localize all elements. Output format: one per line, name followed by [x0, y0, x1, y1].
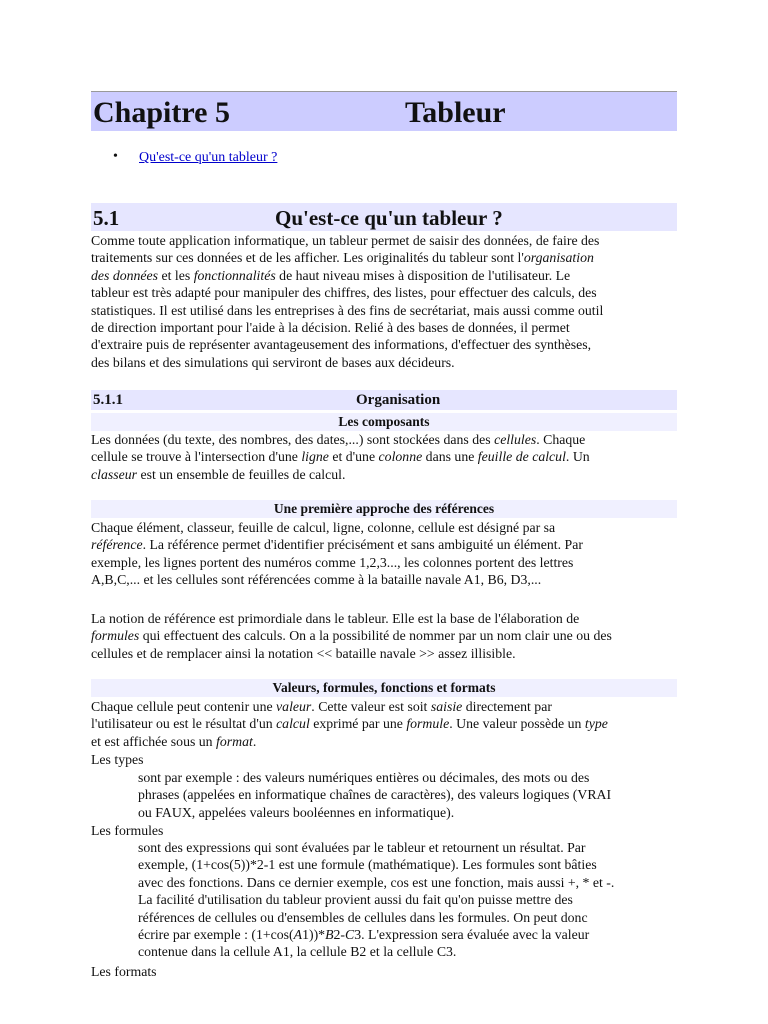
italic-term: ligne [301, 449, 329, 465]
text-line: La notion de référence est primordiale dans le tableur. Elle est la base de l'élaboration de [91, 611, 580, 626]
italic-term: formule [406, 716, 450, 732]
composants-paragraph [91, 431, 681, 483]
text-line: Les données (du texte, des nombres, des dates,...) sont stockées dans des cellules. Chaque [91, 432, 586, 447]
text-line: des données et les fonctionnalités de haut niveau mises à disposition de l'utilisateur. Le [91, 267, 571, 283]
intro-paragraph [91, 232, 681, 371]
text-line: et est affichée sous un format. [91, 733, 257, 749]
section-number: 5.1.1 [93, 392, 123, 408]
notion-paragraph [91, 610, 681, 662]
chapter-title: Tableur [405, 96, 506, 129]
text-line: classeur est un ensemble de feuilles de calcul. [91, 466, 346, 482]
text-line: références de cellules ou d'ensembles de cellules dans les formules. On peut donc [138, 909, 588, 925]
toc-link-quest-ce-quun-tableur[interactable]: Qu'est-ce qu'un tableur ? [139, 150, 278, 165]
section-heading-5-1-1 [91, 390, 677, 410]
text-line: contenue dans la cellule A1, la cellule B2 et la cellule C3. [138, 944, 457, 960]
italic-term: valeur [276, 699, 312, 714]
text-line: de direction important pour l'aide à la décision. Relié à des bases de données, il permet [91, 319, 570, 335]
chapter-heading [91, 91, 677, 131]
italic-term: des données [91, 267, 159, 283]
italic-term: référence [91, 537, 143, 553]
subheading-valeurs: Valeurs, formules, fonctions et formats [91, 679, 677, 697]
text-line: d'extraire puis de représenter avantageusement des informations, d'effectuer des synthèses, [91, 337, 592, 353]
text-line: phrases (appelées en informatique chaînes de caractères), des valeurs logiques (VRAI [138, 787, 612, 803]
italic-term: saisie [430, 699, 463, 714]
italic-term: type [584, 716, 608, 732]
term-types: Les types [91, 752, 144, 767]
text-line: sont des expressions qui sont évaluées par le tableur et retournent un résultat. Par [138, 840, 586, 855]
text-line: l'utilisateur ou est le résultat d'un calcul exprimé par une formule. Une valeur possède un type [91, 716, 608, 732]
term-formules: Les formules [91, 823, 164, 838]
italic-term: feuille de calcul [477, 449, 566, 465]
text-line: traitements sur ces données et de les afficher. Les originalités du tableur sont l'organisation [91, 250, 594, 266]
italic-term: classeur [91, 466, 137, 482]
section-number: 5.1 [93, 206, 120, 230]
text-line: cellule se trouve à l'intersection d'une ligne et d'une colonne dans une feuille de calcul. Un [91, 449, 590, 465]
italic-term: formules [91, 628, 140, 644]
text-line: écrire par exemple : (1+cos(A1))*B2-C3. L'expression sera évaluée avec la valeur [138, 926, 590, 942]
italic-term: cellules [494, 432, 537, 447]
text-line: Comme toute application informatique, un tableur permet de saisir des données, de faire des [91, 233, 600, 248]
text-line: statistiques. Il est utilisé dans les entreprises à des fins de secrétariat, mais aussi comme outil [91, 302, 604, 318]
text-line: sont par exemple : des valeurs numériques entières ou décimales, des mots ou des [138, 770, 590, 785]
italic-term: format [216, 733, 253, 749]
text-line: ou FAUX, appelées valeurs booléennes en informatique). [138, 804, 455, 820]
italic-term: organisation [523, 250, 594, 266]
italic-term: B [325, 926, 334, 942]
section-title: Qu'est-ce qu'un tableur ? [275, 206, 503, 230]
text-line: des bilans et des simulations qui serviront de bases aux décideurs. [91, 354, 455, 370]
formules-definition [138, 839, 683, 961]
references-paragraph [91, 519, 681, 589]
chapter-number: Chapitre 5 [93, 96, 230, 129]
text-line: La facilité d'utilisation du tableur provient aussi du fait qu'on puisse mettre des [138, 892, 573, 908]
text-line: avec des fonctions. Dans ce dernier exemple, cos est une fonction, mais aussi +, * et -. [138, 874, 615, 890]
italic-term: C [345, 926, 355, 942]
text-line: référence. La référence permet d'identifier précisément et sans ambiguité un élément. Par [91, 537, 583, 553]
text-line: exemple, (1+cos(5))*2-1 est une formule (mathématique). Les formules sont bâties [138, 857, 597, 873]
text-line: formules qui effectuent des calculs. On a la possibilité de nommer par un nom clair une ou des [91, 628, 612, 644]
text-line: Chaque élément, classeur, feuille de calcul, ligne, colonne, cellule est désigné par sa [91, 520, 556, 535]
types-definition [138, 769, 683, 821]
valeurs-paragraph [91, 698, 681, 750]
text-line: cellules et de remplacer ainsi la notation << bataille navale >> assez illisible. [91, 645, 516, 661]
italic-term: calcul [276, 716, 310, 732]
bullet-icon: • [113, 149, 118, 164]
section-title: Organisation [356, 392, 441, 408]
term-formats: Les formats [91, 964, 157, 979]
text-line: tableur est très adapté pour manipuler des chiffres, des listes, pour effectuer des calculs, des [91, 285, 597, 301]
text-line: A,B,C,... et les cellules sont référencées comme à la bataille navale A1, B6, D3,... [91, 572, 542, 588]
section-heading-5-1 [91, 203, 677, 231]
italic-term: colonne [378, 449, 423, 465]
italic-term: A [293, 926, 303, 942]
text-line: exemple, les lignes portent des numéros comme 1,2,3..., les colonnes portent des lettres [91, 554, 574, 570]
italic-term: fonctionnalités [193, 267, 276, 283]
subheading-composants: Les composants [91, 413, 677, 431]
text-line: Chaque cellule peut contenir une valeur. Cette valeur est soit saisie directement par [91, 699, 552, 714]
subheading-references: Une première approche des références [91, 500, 677, 518]
